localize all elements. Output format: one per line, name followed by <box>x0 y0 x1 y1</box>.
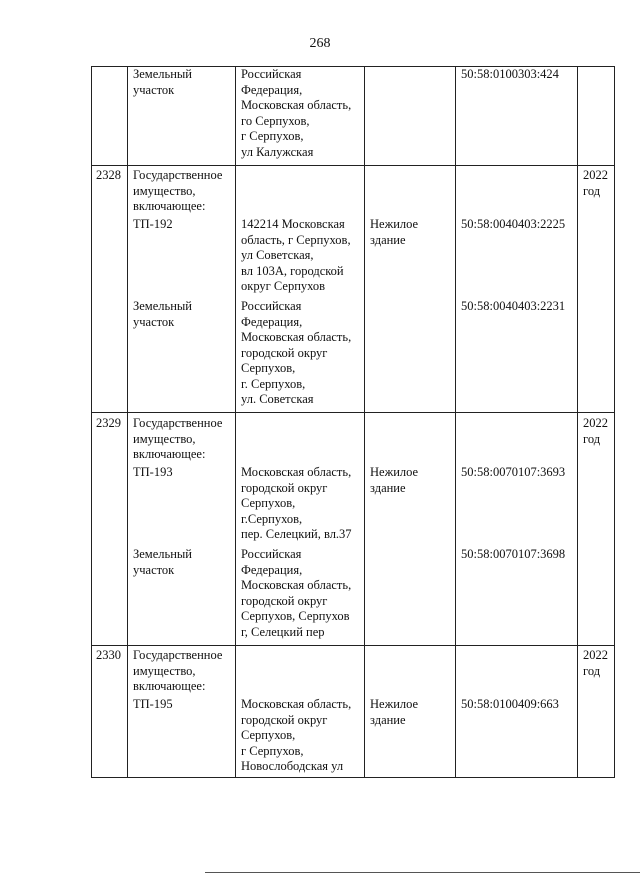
cell-header: Государственное имущество, включающее: <box>133 168 223 213</box>
cell-cadastral: 50:58:0100409:663 <box>461 697 559 711</box>
cell-address: Российская Федерация, Московская область, городской округ Серпухов, г. Серпухов, ул. Советская <box>241 299 352 406</box>
cell-cadastral: 50:58:0040403:2231 <box>461 299 566 313</box>
column-divider-name <box>127 66 128 778</box>
cell-address: 142214 Московская область, г Серпухов, ул Советская, вл 103А, городской округ Серпухов <box>241 217 351 293</box>
row-separator <box>91 412 615 413</box>
row-separator <box>91 165 615 166</box>
column-divider-purpose <box>364 66 365 778</box>
cell-address: Российская Федерация, Московская область, городской округ Серпухов, Серпухов г, Селецкий пер <box>241 547 352 639</box>
cell-purpose: Нежилое здание <box>370 217 419 247</box>
cell-address: Московская область, городской округ Серпухов, г Серпухов, Новослободская ул <box>241 697 352 773</box>
cell-name: ТП-192 <box>133 217 173 231</box>
footer-rule <box>205 872 640 873</box>
cell-name: ТП-193 <box>133 465 173 479</box>
cell-purpose: Нежилое здание <box>370 697 419 727</box>
cell-name: Земельный участок <box>133 67 192 97</box>
cell-year: 2022 год <box>583 168 608 198</box>
cell-cadastral: 50:58:0100303:424 <box>461 67 559 81</box>
cell-name: Земельный участок <box>133 299 192 329</box>
cell-purpose: Нежилое здание <box>370 465 419 495</box>
cell-row-number: 2329 <box>96 416 121 430</box>
table-border-left <box>91 66 92 778</box>
row-separator <box>91 645 615 646</box>
cell-name: Земельный участок <box>133 547 192 577</box>
table-border-right <box>614 66 615 778</box>
cell-header: Государственное имущество, включающее: <box>133 416 223 461</box>
cell-cadastral: 50:58:0070107:3693 <box>461 465 566 479</box>
cell-row-number: 2328 <box>96 168 121 182</box>
cell-cadastral: 50:58:0040403:2225 <box>461 217 566 231</box>
column-divider-year <box>577 66 578 778</box>
cell-year: 2022 год <box>583 648 608 678</box>
cell-cadastral: 50:58:0070107:3698 <box>461 547 566 561</box>
cell-header: Государственное имущество, включающее: <box>133 648 223 693</box>
cell-year: 2022 год <box>583 416 608 446</box>
page-number: 268 <box>309 36 331 51</box>
cell-name: ТП-195 <box>133 697 173 711</box>
table-border-bottom <box>91 777 615 778</box>
column-divider-address <box>235 66 236 778</box>
column-divider-cadastral <box>455 66 456 778</box>
cell-row-number: 2330 <box>96 648 121 662</box>
cell-address: Московская область, городской округ Серпухов, г.Серпухов, пер. Селецкий, вл.37 <box>241 465 352 541</box>
cell-address: Российская Федерация, Московская область, го Серпухов, г Серпухов, ул Калужская <box>241 67 352 159</box>
